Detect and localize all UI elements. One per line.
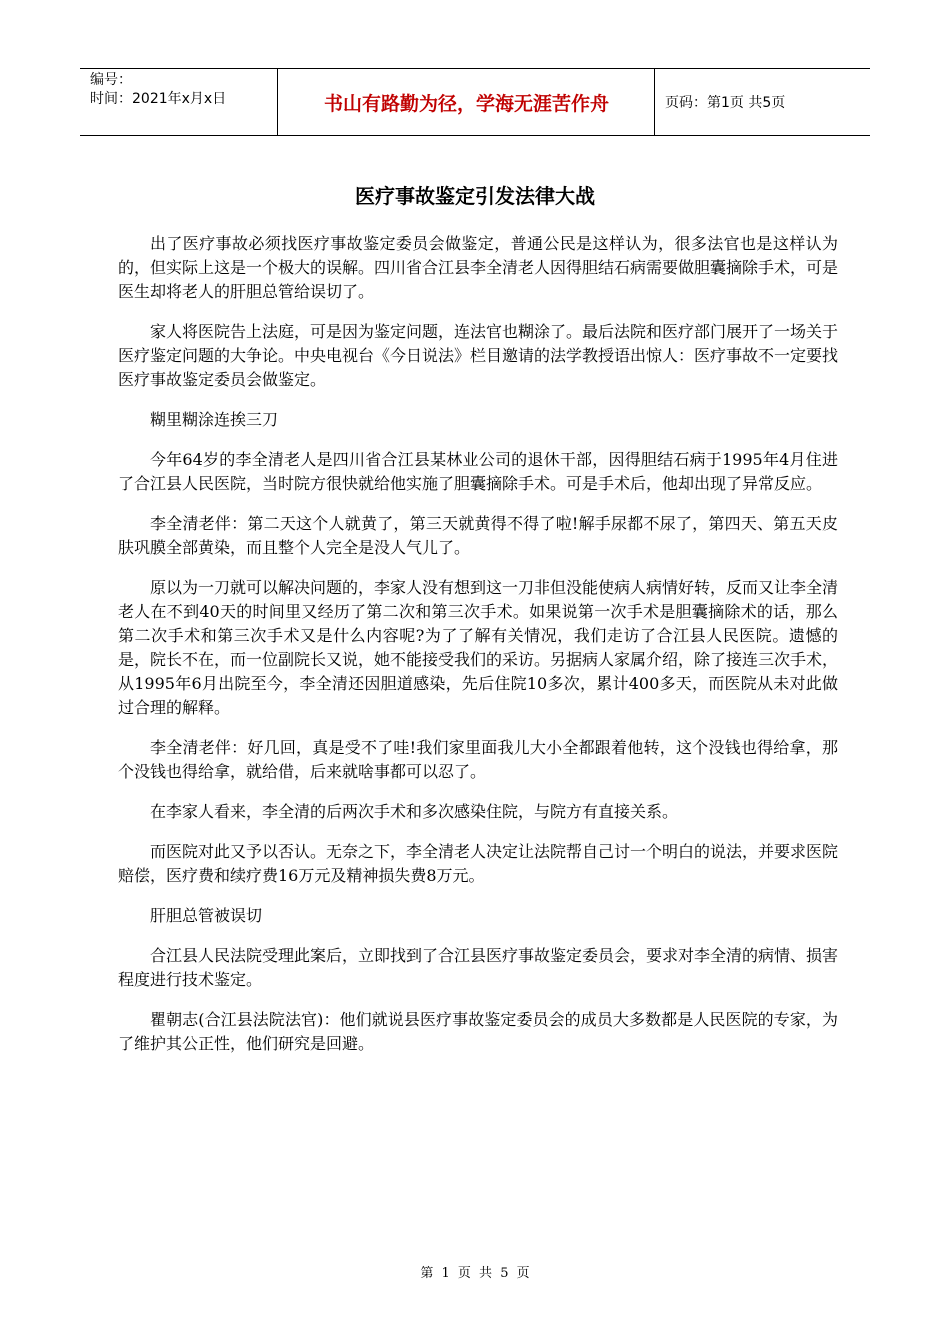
header-page-cell	[655, 69, 870, 135]
document-body	[118, 232, 838, 1072]
paragraph: 合江县人民法院受理此案后，立即找到了合江县医疗事故鉴定委员会，要求对李全清的病情、损害程度进行技术鉴定。	[118, 946, 839, 989]
paragraph: 在李家人看来，李全清的后两次手术和多次感染住院，与院方有直接关系。	[150, 802, 679, 821]
motto-text: 书山有路勤为径，学海无涯苦作舟	[323, 92, 609, 115]
paragraph: 原以为一刀就可以解决问题的，李家人没有想到这一刀非但没能使病人病情好转，反而又让李全清老人在不到40天的时间里又经历了第二次和第三次手术。如果说第一次手术是胆囊摘除术的话，那么第二次手术和第三次手术又是什么内容呢?为了了解有关情况，我们走访了合江县人民医院。遗憾的是，院长不在，而一位副院长又说，她不能接受我们的采访。另据病人家属介绍，除了接连三次手术，从1995年6月出院至今，李全清还因胆道感染，先后住院10多次，累计400多天，而医院从未对此做过合理的解释。	[118, 578, 839, 717]
document-number-label: 编号：	[90, 72, 132, 88]
paragraph: 李全清老伴：好几回，真是受不了哇!我们家里面我儿大小全都跟着他转，这个没钱也得给拿，那个没钱也得给拿，就给借，后来就啥事都可以忍了。	[118, 738, 838, 781]
section-heading: 肝胆总管被误切	[150, 906, 263, 925]
document-time-label: 时间：2021年x月x日	[90, 91, 227, 107]
paragraph: 家人将医院告上法庭，可是因为鉴定问题，连法官也糊涂了。最后法院和医疗部门展开了一场关于医疗鉴定问题的大争论。中央电视台《今日说法》栏目邀请的法学教授语出惊人：医疗事故不一定要找医疗事故鉴定委员会做鉴定。	[118, 322, 839, 389]
paragraph: 今年64岁的李全清老人是四川省合江县某林业公司的退休干部，因得胆结石病于1995年4月住进了合江县人民医院，当时院方很快就给他实施了胆囊摘除手术。可是手术后，他却出现了异常反应。	[118, 450, 838, 493]
paragraph: 而医院对此又予以否认。无奈之下，李全清老人决定让法院帮自己讨一个明白的说法，并要求医院赔偿，医疗费和续疗费16万元及精神损失费8万元。	[118, 842, 839, 885]
paragraph: 李全清老伴：第二天这个人就黄了，第三天就黄得不得了啦!解手尿都不尿了，第四天、第五天皮肤巩膜全部黄染，而且整个人完全是没人气儿了。	[118, 514, 838, 557]
paragraph: 出了医疗事故必须找医疗事故鉴定委员会做鉴定，普通公民是这样认为，很多法官也是这样认为的，但实际上这是一个极大的误解。四川省合江县李全清老人因得胆结石病需要做胆囊摘除手术，可是医生却将老人的肝胆总管给误切了。	[118, 234, 839, 301]
header-motto-cell	[279, 69, 655, 135]
header-meta	[80, 69, 278, 135]
page-header	[80, 68, 870, 136]
page-footer: 第 1 页 共 5 页	[420, 1266, 530, 1281]
section-heading: 糊里糊涂连挨三刀	[150, 410, 279, 429]
document-title: 医疗事故鉴定引发法律大战	[355, 184, 595, 208]
paragraph: 瞿朝志(合江县法院法官)：他们就说县医疗事故鉴定委员会的成员大多数都是人民医院的专家，为了维护其公正性，他们研究是回避。	[118, 1010, 838, 1053]
header-page-info: 页码：第1页 共5页	[665, 95, 786, 111]
